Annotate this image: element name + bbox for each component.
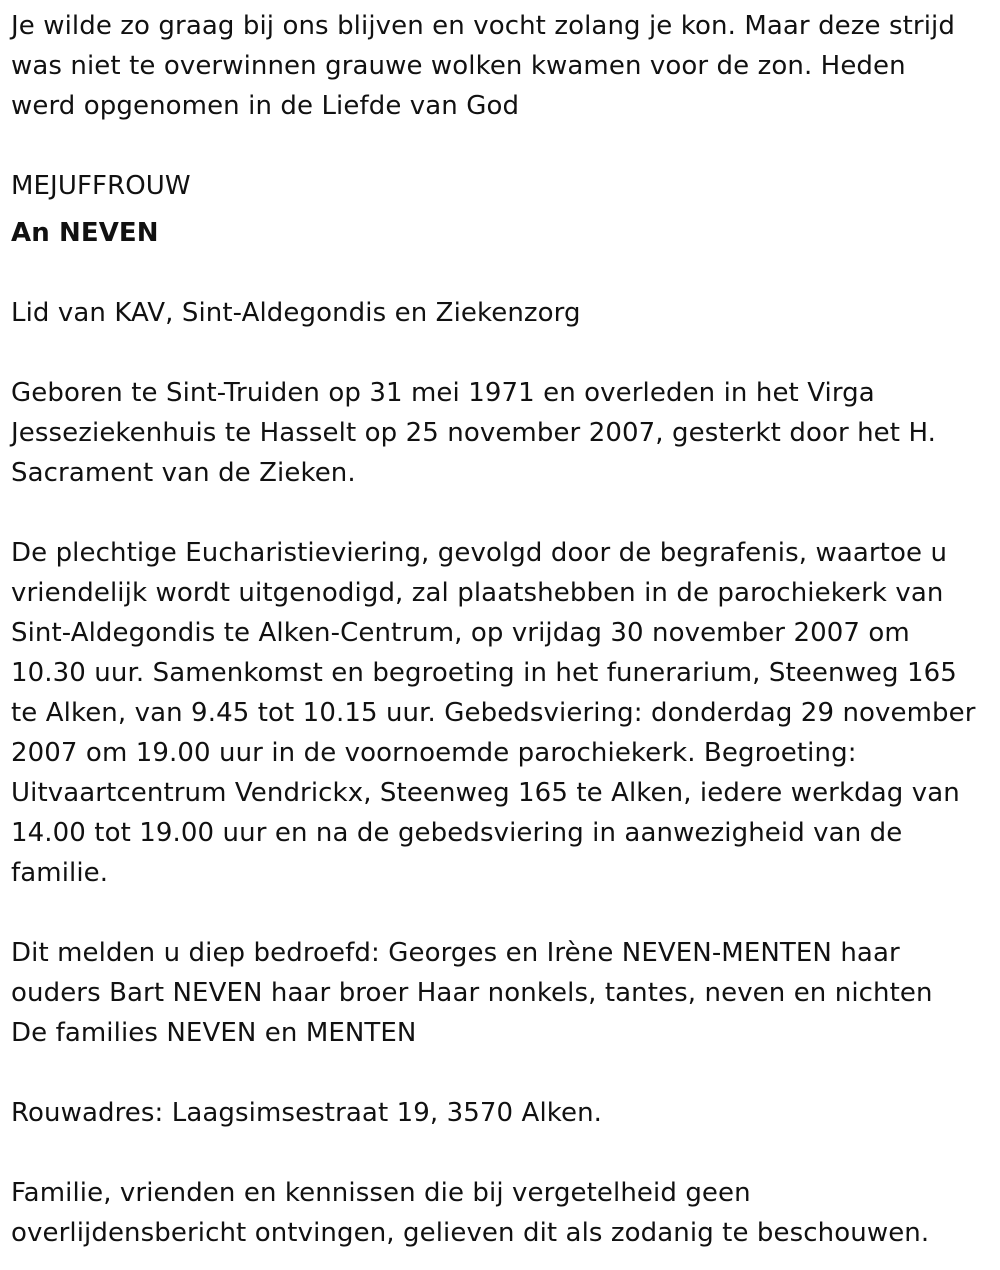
closing-paragraph: Familie, vrienden en kennissen die bij vergetelheid geen overlijdensbericht ontvingen, gelieven dit als zodanig te beschouwen. xyxy=(11,1178,930,1248)
address-paragraph: Rouwadres: Laagsimsestraat 19, 3570 Alken. xyxy=(11,1098,603,1128)
ceremony-paragraph: De plechtige Eucharistieviering, gevolgd door de begrafenis, waartoe u vriendelijk wordt uitgenodigd, zal plaatshebben in de parochiekerk van Sint-Aldegondis te Alken-Centrum, op vrijdag 30 november 2007 om 10.30 uur. Samenkomst en begroeting in het funerarium, Steenweg 165 te Alken, van 9.45 tot 10.15 uur. Gebedsviering: donderdag 29 november 2007 om 19.00 uur in de voornoemde parochiekerk. Begroeting: Uitvaartcentrum Vendrickx, Steenweg 165 te Alken, iedere werkdag van 14.00 tot 19.00 uur en na de gebedsviering in aanwezigheid van de familie. xyxy=(11,538,976,888)
birth-death-paragraph: Geboren te Sint-Truiden op 31 mei 1971 en overleden in het Virga Jesseziekenhuis te Hasselt op 25 november 2007, gesterkt door het H. Sacrament van de Zieken. xyxy=(11,378,937,488)
membership-paragraph: Lid van KAV, Sint-Aldegondis en Ziekenzorg xyxy=(11,298,581,328)
family-paragraph: Dit melden u diep bedroefd: Georges en Irène NEVEN-MENTEN haar ouders Bart NEVEN haar broer Haar nonkels, tantes, neven en nichten De families NEVEN en MENTEN xyxy=(11,938,933,1048)
deceased-name: An NEVEN xyxy=(11,218,159,248)
title-text: MEJUFFROUW xyxy=(11,171,191,201)
intro-paragraph: Je wilde zo graag bij ons blijven en vocht zolang je kon. Maar deze strijd was niet te overwinnen grauwe wolken kwamen voor de zon. Heden werd opgenomen in de Liefde van God xyxy=(11,11,955,121)
